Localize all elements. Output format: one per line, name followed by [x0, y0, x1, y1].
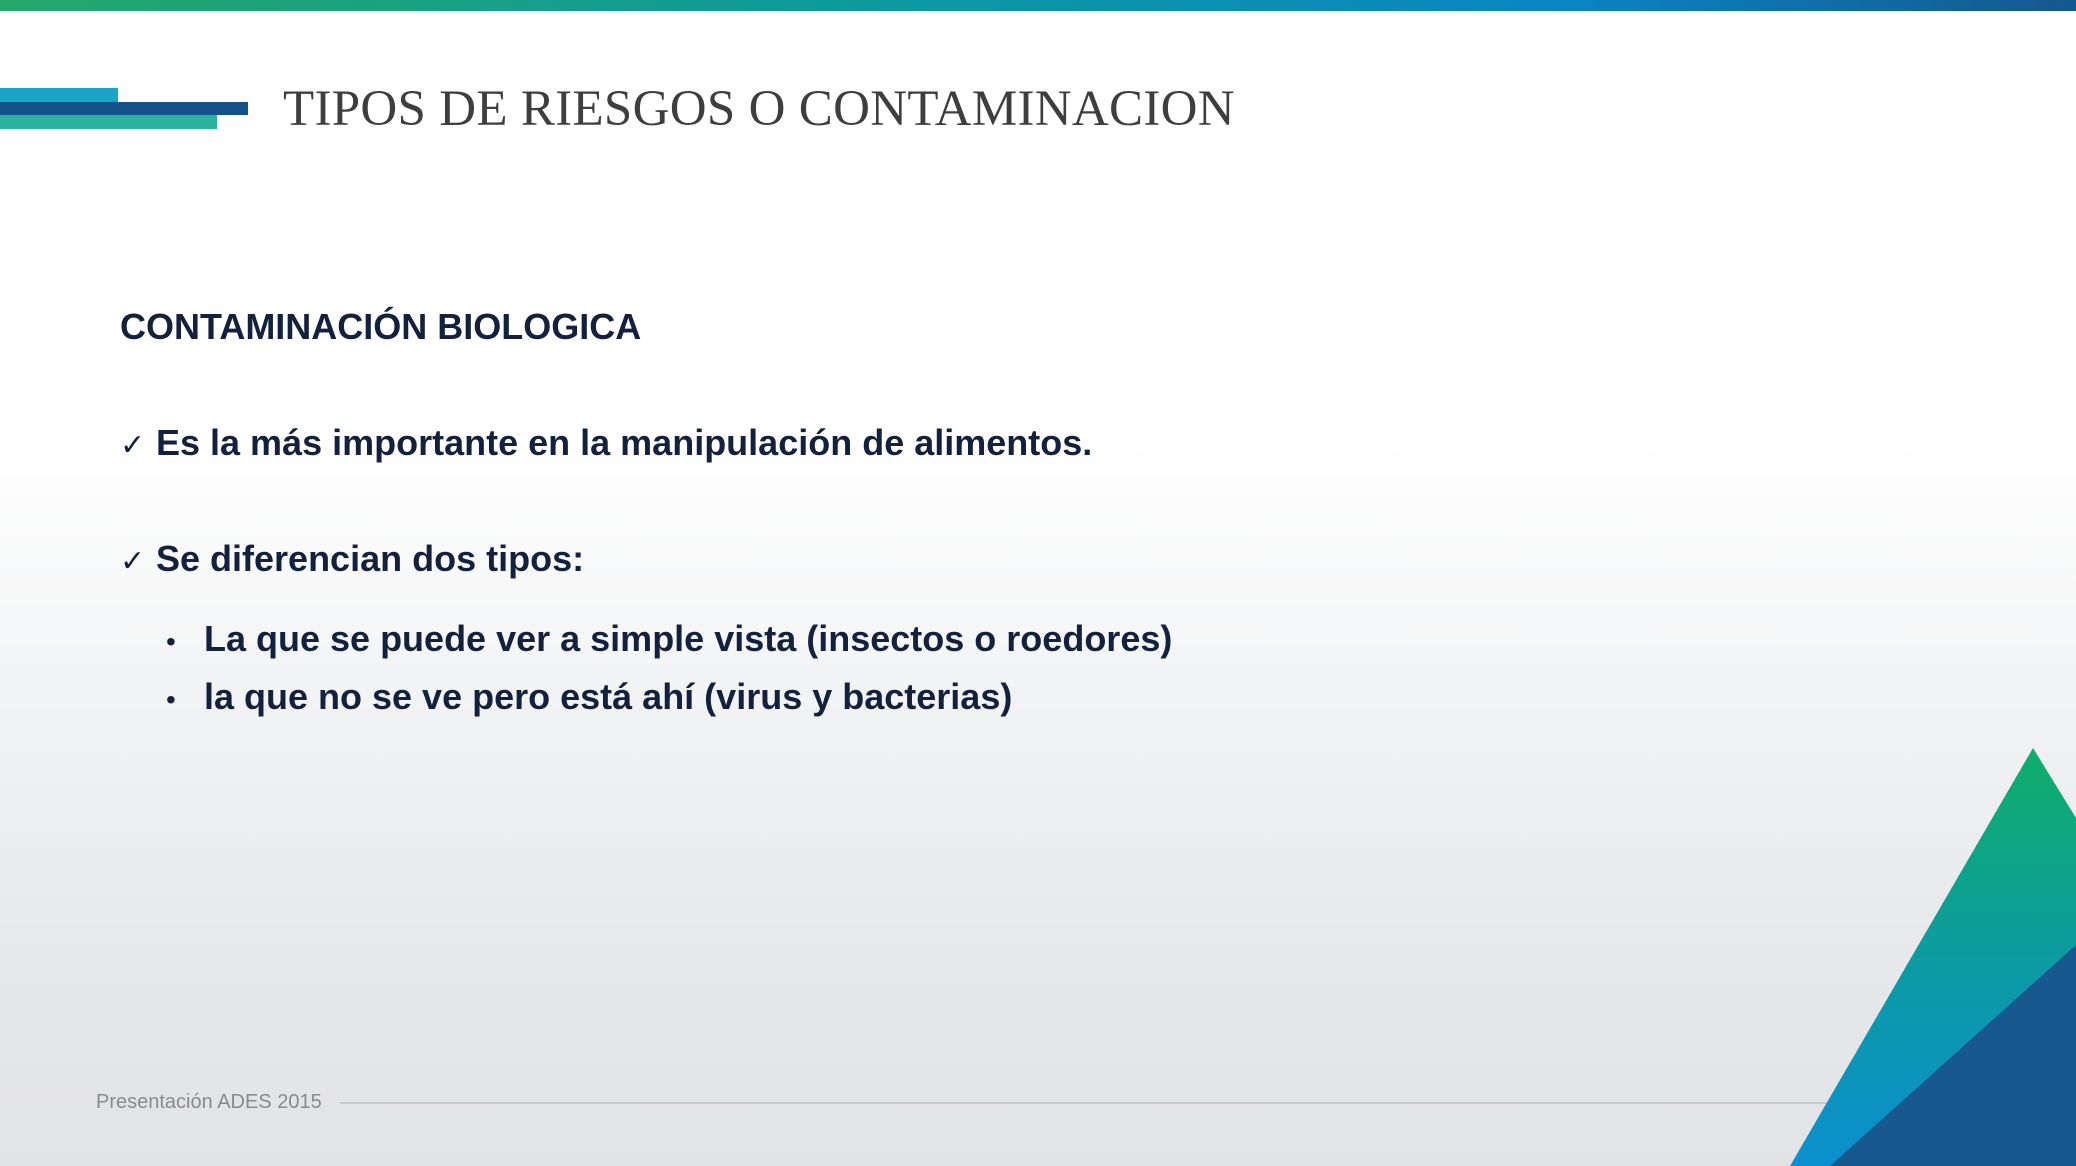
- check-list-item-text: Es la más importante en la manipulación de alimentos.: [156, 422, 1093, 463]
- footer-caption: Presentación ADES 2015: [96, 1091, 322, 1113]
- check-list-item-text: Se diferencian dos tipos:: [156, 538, 585, 579]
- footer-divider: [340, 1102, 1840, 1104]
- bullet-list-item: [166, 618, 1172, 660]
- title-accent-stripe-green: [0, 115, 217, 129]
- section-heading: CONTAMINACIÓN BIOLOGICA: [120, 306, 642, 347]
- checkmark-icon: ✓: [120, 544, 146, 579]
- title-accent-stripe-navy: [0, 102, 248, 115]
- checkmark-icon: ✓: [120, 428, 146, 463]
- bullet-list-item: [166, 676, 1012, 718]
- bullet-list-item-text: la que no se ve pero está ahí (virus y bacterias): [204, 676, 1013, 717]
- title-accent-stripe-teal: [0, 88, 118, 102]
- corner-triangle-graphic: [1790, 740, 2076, 1166]
- bullet-icon: •: [166, 684, 176, 715]
- check-list-item: [120, 538, 584, 580]
- top-accent-bar: [0, 0, 2076, 11]
- slide-title: TIPOS DE RIESGOS O CONTAMINACION: [283, 81, 1235, 137]
- bullet-icon: •: [166, 626, 176, 657]
- check-list-item: [120, 422, 1092, 464]
- bullet-list-item-text: La que se puede ver a simple vista (insectos o roedores): [204, 618, 1173, 659]
